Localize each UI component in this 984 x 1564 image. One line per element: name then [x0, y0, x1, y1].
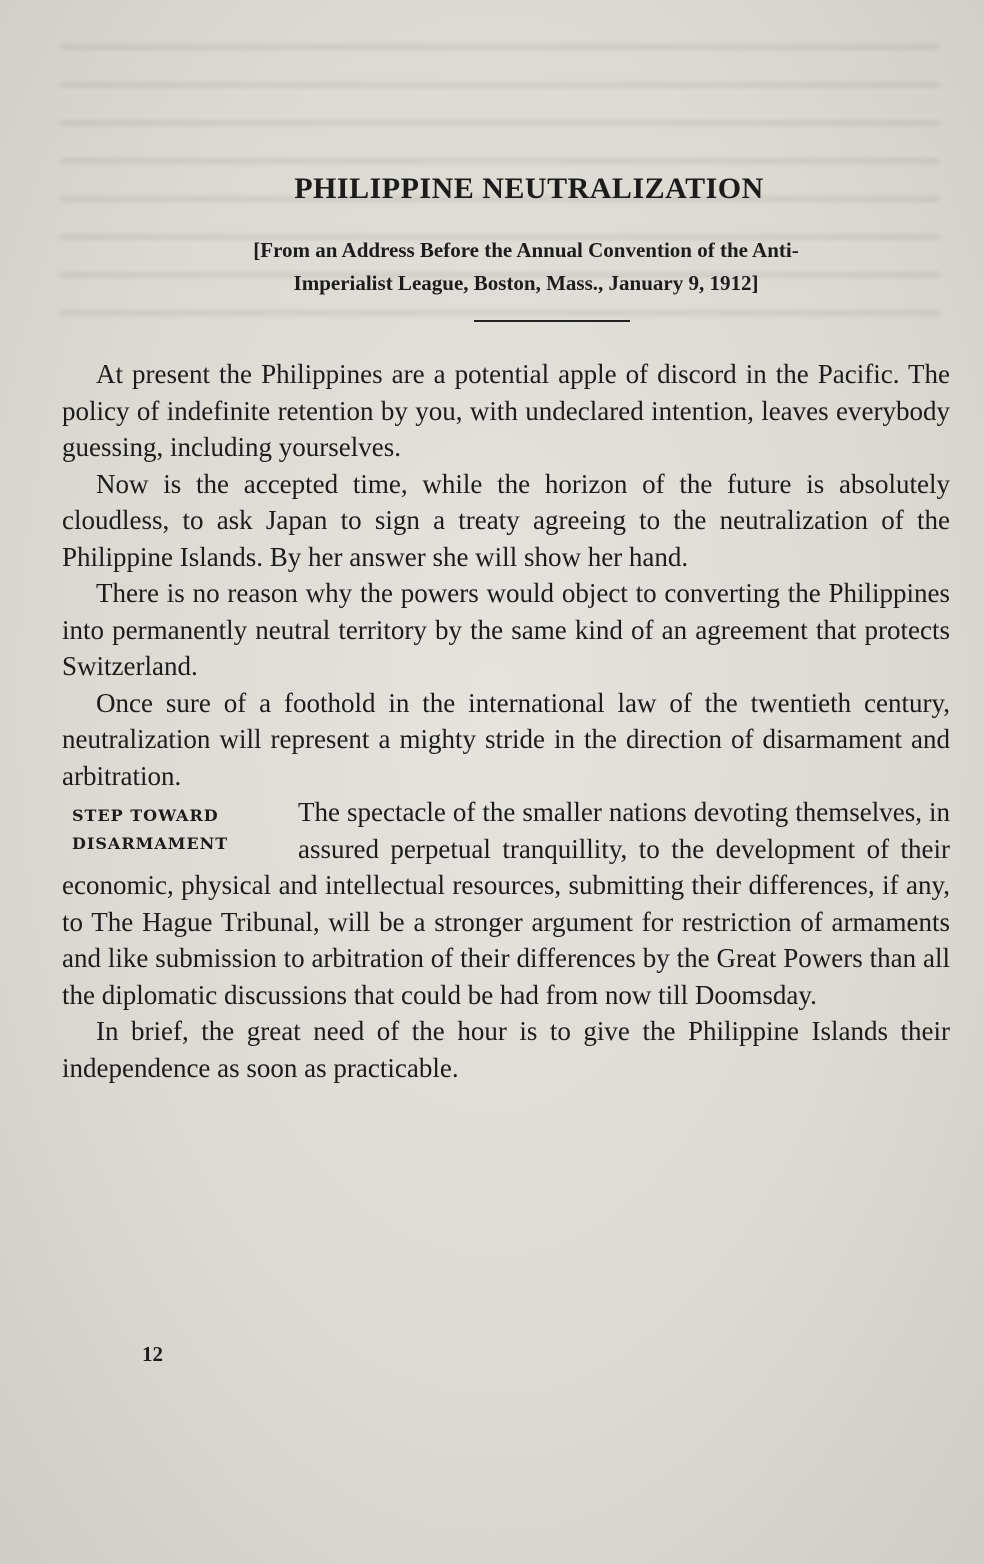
- paragraph-1: At present the Philippines are a potential apple of discord in the Pacific. The policy of indefinite retention by you, with undeclared intention, leaves everybody guessing, including yourselves.: [62, 359, 950, 462]
- paragraph-4-part-1: Once sure of a foothold in the international law of the twentieth century, neutralization will represent a mighty stride in the direction of disarmament and arbitration.: [62, 687, 950, 791]
- page-content: [62, 172, 950, 1086]
- side-note: [62, 802, 284, 858]
- source-note-line-2: Imperialist League, Boston, Mass., January 9, 1912]: [293, 271, 759, 295]
- paragraph-4-part-2: The spectacle of the smaller nations devoting themselves, in assured perpetual tranquillity, to the development of their economic, physical and intellectual resources, submitting their differences, if any, to The Hague Tribunal, will be a stronger argument for restriction of armaments and like submission to arbitration of their differences by the Great Powers than all the diplomatic discussions that could be had from now till Doomsday.: [62, 797, 950, 1010]
- source-note: [62, 234, 950, 300]
- source-note-line-1: [From an Address Before the Annual Convention of the Anti-: [253, 238, 799, 262]
- paragraph-4: [62, 685, 950, 795]
- divider-rule: [474, 320, 630, 322]
- paragraph-3: There is no reason why the powers would object to converting the Philippines into permanently neutral territory by the same kind of an agreement that protects Switzerland.: [62, 578, 950, 681]
- side-note-line-1: STEP TOWARD: [72, 806, 219, 825]
- paragraph-5: In brief, the great need of the hour is to give the Philippine Islands their independence as soon as practicable.: [62, 1016, 950, 1083]
- body-text: [62, 356, 950, 1086]
- page-title: PHILIPPINE NEUTRALIZATION: [294, 172, 764, 205]
- paragraph-2: Now is the accepted time, while the horizon of the future is absolutely cloudless, to ask Japan to sign a treaty agreeing to the neutralization of the Philippine Islands. By her answer she will show her hand.: [62, 468, 950, 572]
- paragraph-4-continued: [62, 794, 950, 1013]
- page-number: 12: [142, 1342, 163, 1366]
- side-note-line-2: DISARMAMENT: [72, 834, 229, 853]
